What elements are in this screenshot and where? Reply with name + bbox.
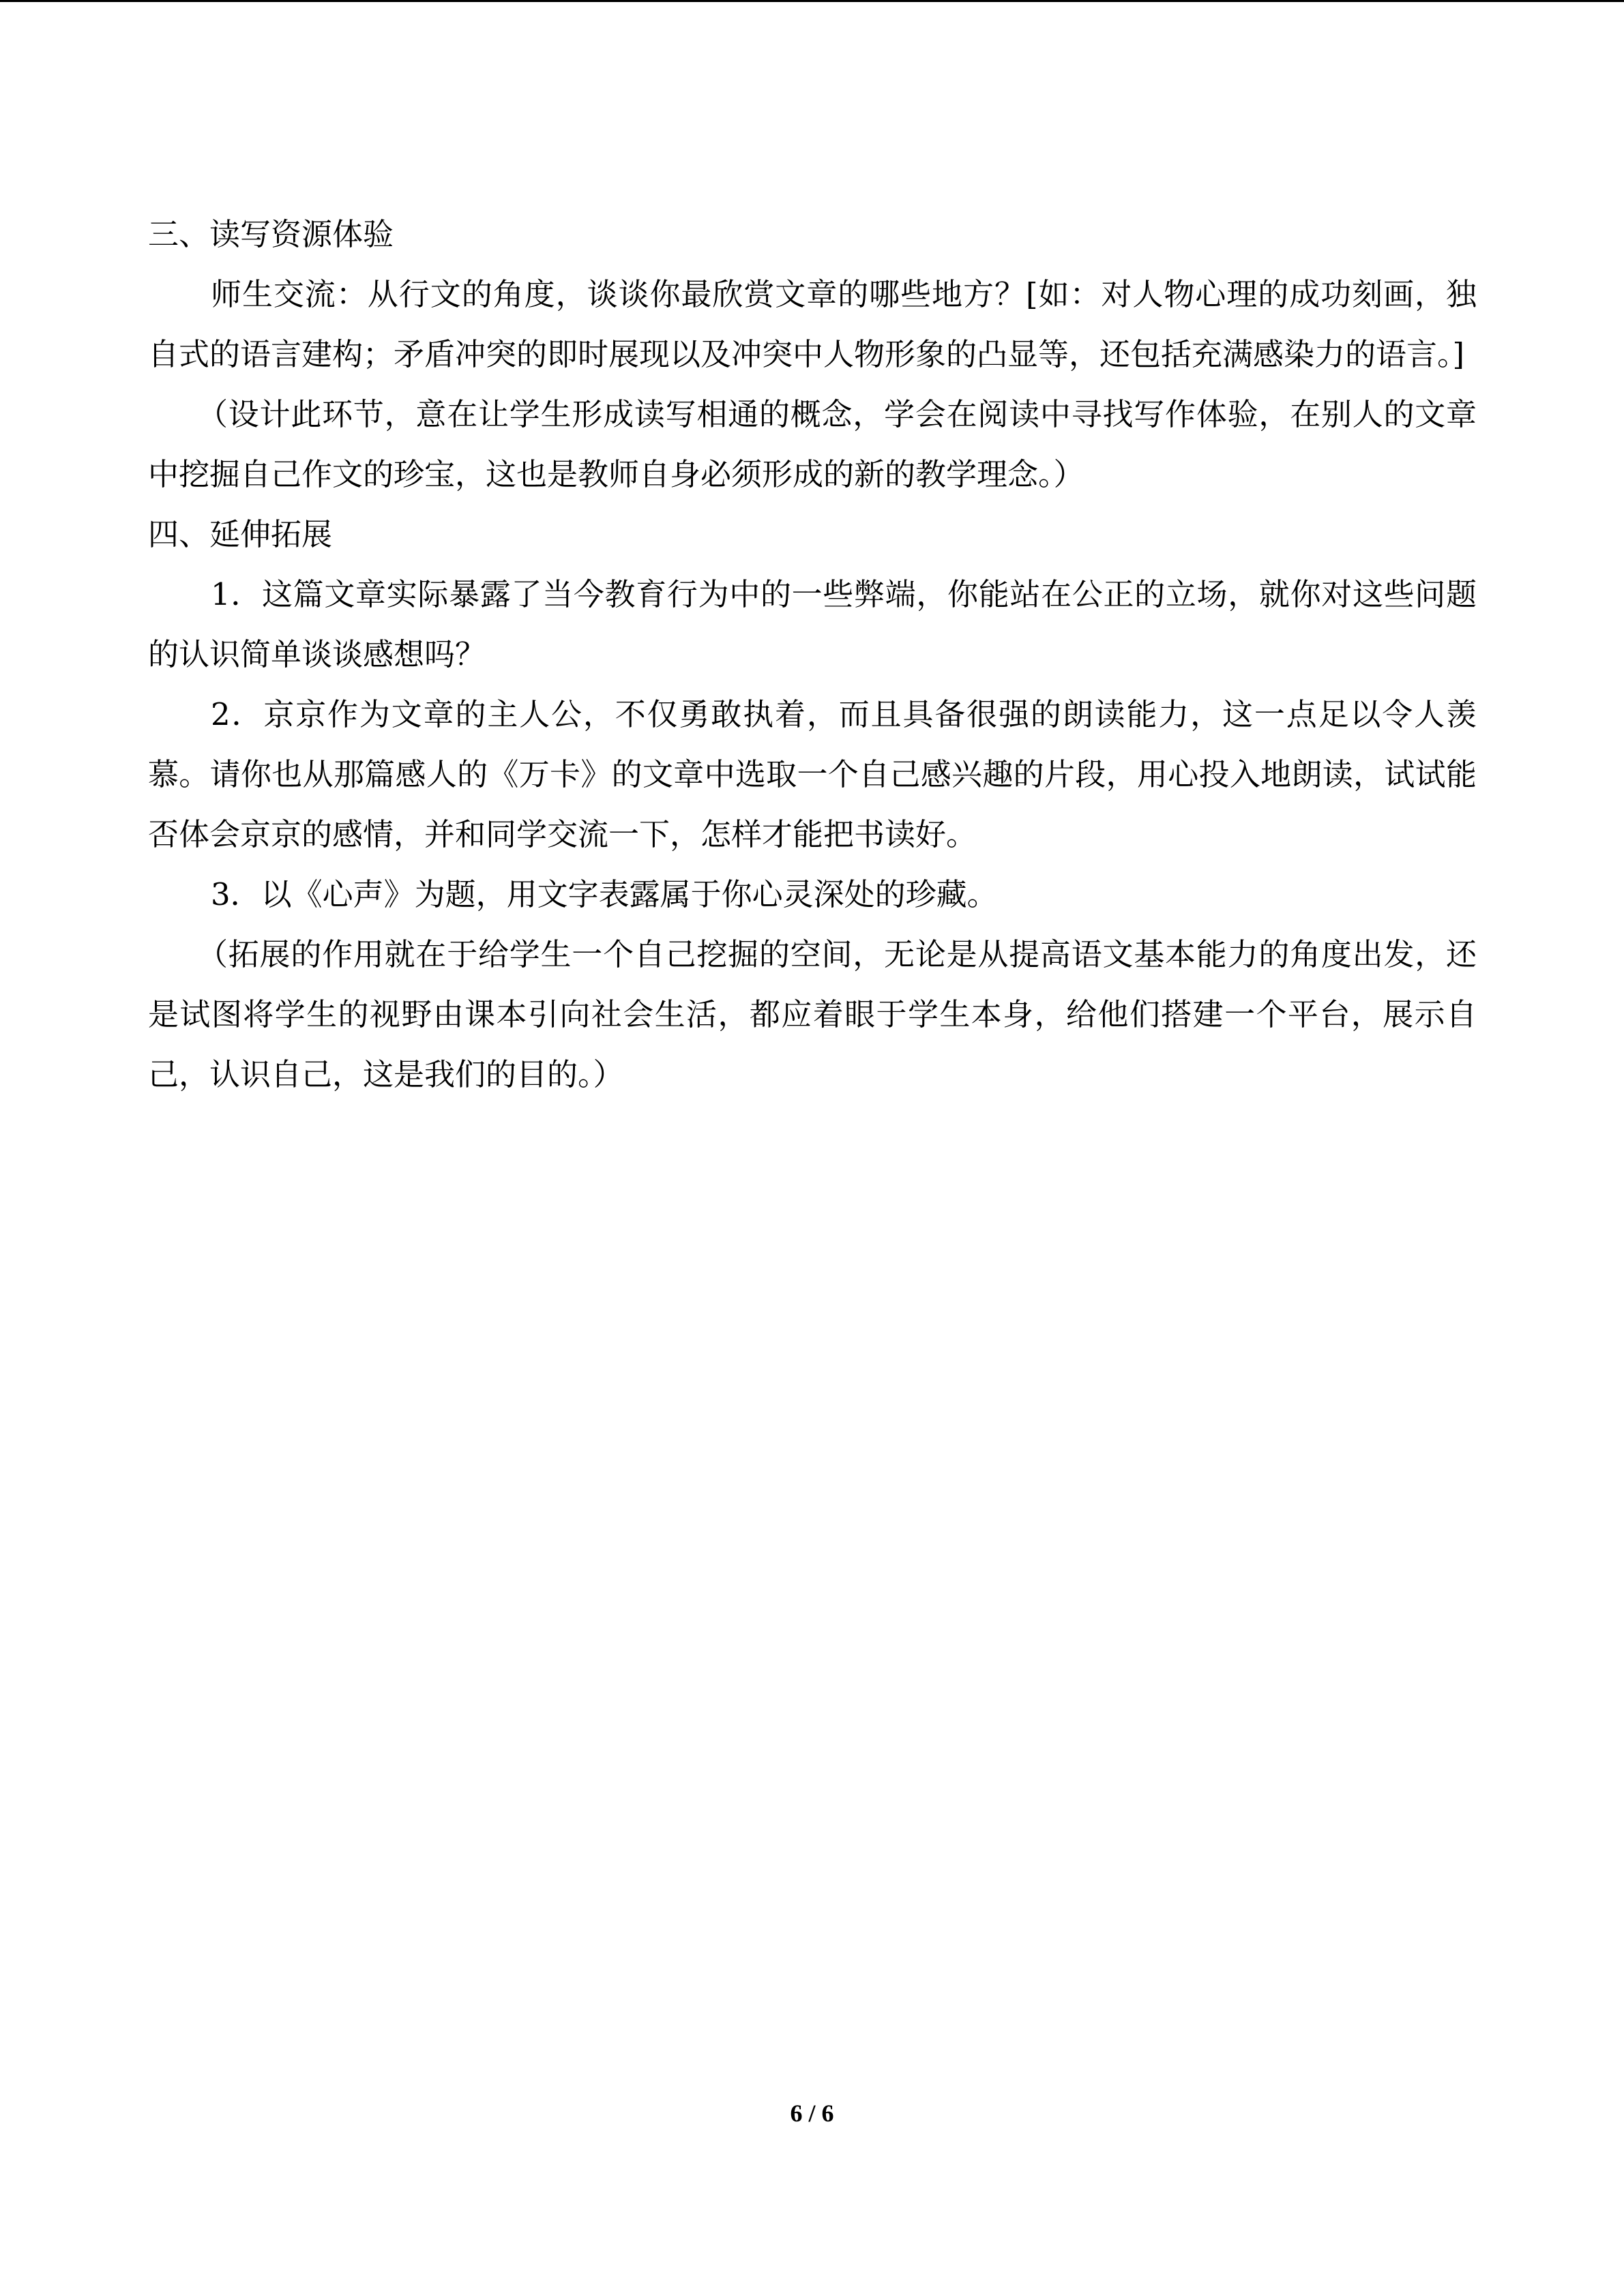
design-note-extension: （拓展的作用就在于给学生一个自己挖掘的空间，无论是从提高语文基本能力的角度出发，还是试图将学生的视野由课本引向社会生活，都应着眼于学生本身，给他们搭建一个平台，展示自己，认识自己，这是我们的目的。） (148, 936, 1477, 1092)
design-note-reading-writing: （设计此环节，意在让学生形成读写相通的概念，学会在阅读中寻找写作体验，在别人的文章中挖掘自己作文的珍宝，这也是教师自身必须形成的新的教学理念。） (148, 396, 1477, 492)
document-body (148, 205, 1477, 1105)
list-item-1: 1．这篇文章实际暴露了当今教育行为中的一些弊端，你能站在公正的立场，就你对这些问题的认识简单谈谈感想吗？ (148, 576, 1477, 672)
list-item-3: 3．以《心声》为题，用文字表露属于你心灵深处的珍藏。 (211, 876, 998, 912)
section-heading-reading-writing: 三、读写资源体验 (148, 216, 394, 252)
list-item-2: 2．京京作为文章的主人公，不仅勇敢执着，而且具备很强的朗读能力，这一点足以令人羡慕。请你也从那篇感人的《万卡》的文章中选取一个自己感兴趣的片段，用心投入地朗读，试试能否体会京京的感情，并和同学交流一下，怎样才能把书读好。 (148, 696, 1477, 852)
top-border-line (0, 0, 1624, 2)
paragraph-teacher-student-exchange: 师生交流：从行文的角度，谈谈你最欣赏文章的哪些地方？[如：对人物心理的成功刻画，独自式的语言建构；矛盾冲突的即时展现以及冲突中人物形象的凸显等，还包括充满感染力的语言。] (148, 276, 1477, 372)
page-number: 6 / 6 (790, 2100, 834, 2127)
section-heading-extension: 四、延伸拓展 (148, 516, 333, 552)
